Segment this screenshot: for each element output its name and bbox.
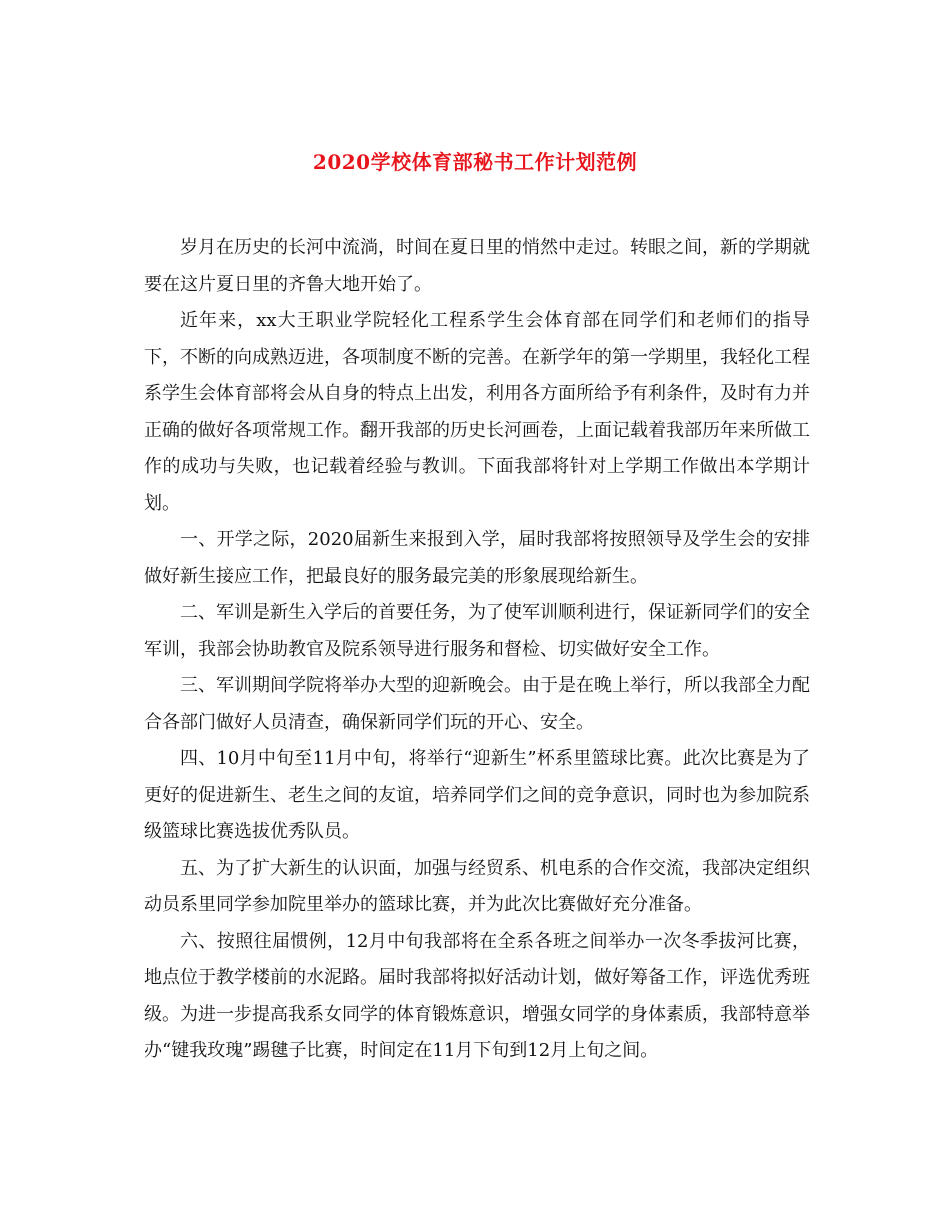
paragraph-background: 近年来，xx大王职业学院轻化工程系学生会体育部在同学们和老师们的指导下，不断的向成熟迈进，各项制度不断的完善。在新学年的第一学期里，我轻化工程系学生会体育部将会从自身的特点上出发，利用各方面所给予有利条件，及时有力并正确的做好各项常规工作。翻开我部的历史长河画卷，上面记载着我部历年来所做工作的成功与失败，也记载着经验与教训。下面我部将针对上学期工作做出本学期计划。: [144, 310, 810, 514]
paragraph-item-2: 二、军训是新生入学后的首要任务，为了使军训顺利进行，保证新同学们的安全军训，我部会协助教官及院系领导进行服务和督检、切实做好安全工作。: [144, 602, 810, 660]
paragraph-item-5: 五、为了扩大新生的认识面，加强与经贸系、机电系的合作交流，我部决定组织动员系里同学参加院里举办的篮球比赛，并为此次比赛做好充分准备。: [144, 857, 810, 915]
paragraph-item-4: 四、10月中旬至11月中旬，将举行“迎新生”杯系里篮球比赛。此次比赛是为了更好的促进新生、老生之间的友谊，培养同学们之间的竞争意识，同时也为参加院系级篮球比赛选拔优秀队员。: [144, 748, 810, 842]
document-title: 2020学校体育部秘书工作计划范例: [312, 150, 638, 174]
document-body: [144, 230, 810, 1070]
paragraph-intro: 岁月在历史的长河中流淌，时间在夏日里的悄然中走过。转眼之间，新的学期就要在这片夏日里的齐鲁大地开始了。: [144, 237, 810, 295]
paragraph-item-3: 三、军训期间学院将举办大型的迎新晚会。由于是在晚上举行，所以我部全力配合各部门做好人员清查，确保新同学们玩的开心、安全。: [144, 675, 810, 733]
paragraph-item-1: 一、开学之际，2020届新生来报到入学，届时我部将按照领导及学生会的安排做好新生接应工作，把最良好的服务最完美的形象展现给新生。: [144, 529, 810, 587]
paragraph-item-6: 六、按照往届惯例，12月中旬我部将在全系各班之间举办一次冬季拔河比赛，地点位于教学楼前的水泥路。届时我部将拟好活动计划，做好筹备工作，评选优秀班级。为进一步提高我系女同学的体育锻炼意识，增强女同学的身体素质，我部特意举办“键我玫瑰”踢毽子比赛，时间定在11月下旬到12月上旬之间。: [144, 930, 810, 1061]
